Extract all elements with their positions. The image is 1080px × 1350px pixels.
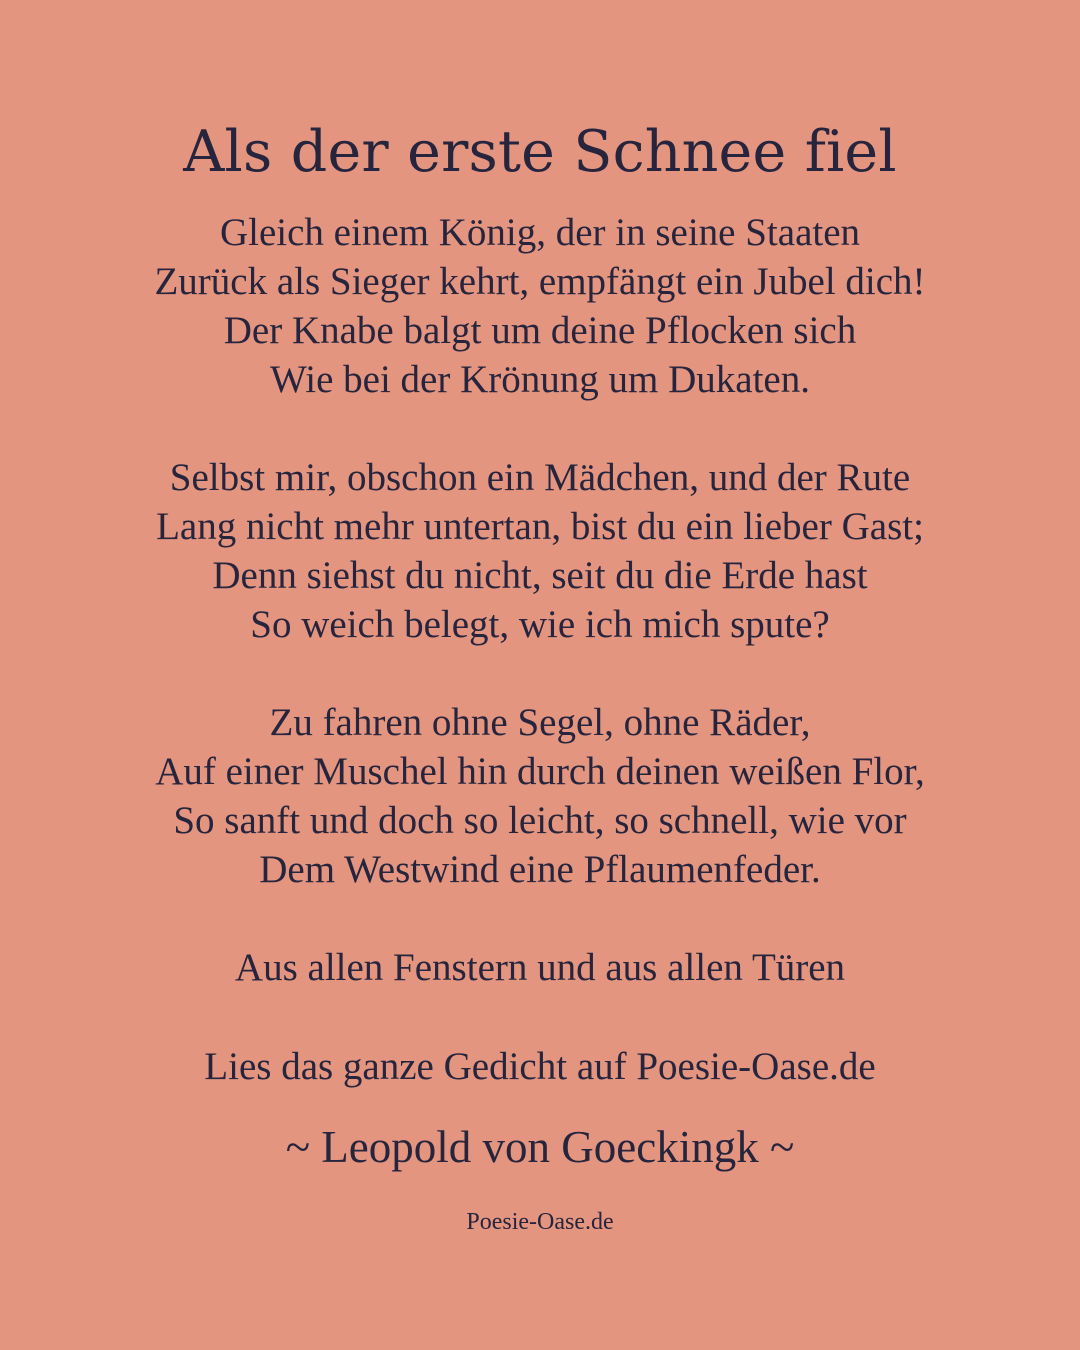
read-more-text: Lies das ganze Gedicht auf Poesie-Oase.de [204, 1045, 876, 1088]
author-name: ~ Leopold von Goeckingk ~ [285, 1122, 795, 1172]
poem-line: Aus allen Fenstern und aus allen Türen [234, 946, 846, 989]
poem-line: Zurück als Sieger kehrt, empfängt ein Jubel dich! [154, 260, 926, 303]
site-watermark: Poesie-Oase.de [466, 1209, 614, 1235]
stanza-3 [0, 698, 1080, 894]
poem-line: Selbst mir, obschon ein Mädchen, und der Rute [169, 456, 911, 499]
poem-body [0, 208, 1080, 1041]
poem-line: Dem Westwind eine Pflaumenfeder. [259, 848, 821, 891]
stanza-1 [0, 208, 1080, 404]
poem-line: Gleich einem König, der in seine Staaten [219, 211, 861, 254]
poem-line: Denn siehst du nicht, seit du die Erde hast [212, 554, 868, 597]
poem-line: Zu fahren ohne Segel, ohne Räder, [269, 701, 811, 744]
stanza-4 [0, 943, 1080, 992]
poem-title: Als der erste Schnee fiel [183, 119, 897, 185]
poem-line: Wie bei der Krönung um Dukaten. [270, 358, 810, 401]
poem-line: So weich belegt, wie ich mich spute? [250, 603, 830, 646]
poem-line: Der Knabe balgt um deine Pflocken sich [223, 309, 857, 352]
stanza-2 [0, 453, 1080, 649]
poem-line: Auf einer Muschel hin durch deinen weißen Flor, [155, 750, 925, 793]
poem-line: Lang nicht mehr untertan, bist du ein lieber Gast; [156, 505, 924, 548]
poem-line: So sanft und doch so leicht, so schnell, wie vor [173, 799, 907, 842]
